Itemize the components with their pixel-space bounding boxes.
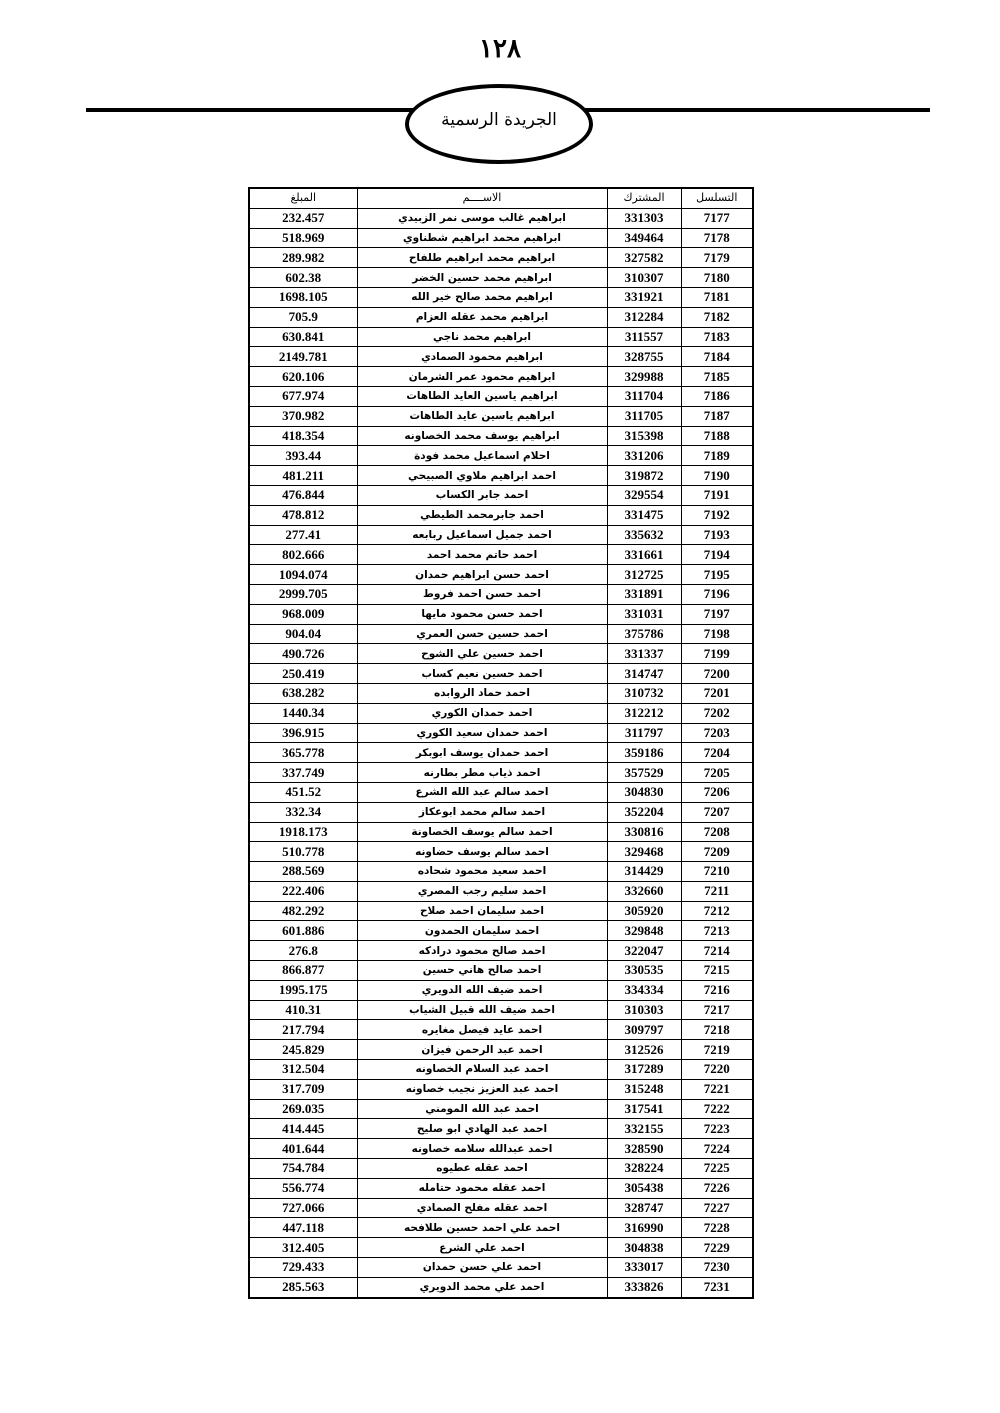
table-row [249,921,753,941]
table-row [249,862,753,882]
cell-amount: 1698.105 [249,287,357,307]
cell-serial: 7178 [681,228,753,248]
cell-subscriber: 329988 [607,367,681,387]
cell-amount: 1094.074 [249,565,357,585]
cell-name: احمد عبد الهادي ابو صليح [357,1119,607,1139]
table-row [249,941,753,961]
cell-name: احمد حماد الروابده [357,683,607,703]
cell-subscriber: 319872 [607,466,681,486]
cell-amount: 2999.705 [249,584,357,604]
cell-serial: 7182 [681,307,753,327]
cell-subscriber: 331921 [607,287,681,307]
cell-amount: 490.726 [249,644,357,664]
table-row [249,406,753,426]
cell-amount: 802.666 [249,545,357,565]
table-row [249,228,753,248]
cell-name: احمد علي احمد حسين طلافحه [357,1218,607,1238]
cell-subscriber: 304838 [607,1238,681,1258]
cell-amount: 269.035 [249,1099,357,1119]
cell-serial: 7201 [681,683,753,703]
cell-amount: 276.8 [249,941,357,961]
cell-amount: 705.9 [249,307,357,327]
table-row [249,505,753,525]
cell-subscriber: 314429 [607,862,681,882]
table-row [249,386,753,406]
cell-subscriber: 352204 [607,802,681,822]
cell-subscriber: 331031 [607,604,681,624]
cell-name: احمد حسين حسن العمري [357,624,607,644]
table-row [249,1060,753,1080]
cell-subscriber: 312725 [607,565,681,585]
cell-name: احمد علي الشرع [357,1238,607,1258]
cell-subscriber: 335632 [607,525,681,545]
cell-amount: 754.784 [249,1159,357,1179]
table-row [249,664,753,684]
table-row [249,1198,753,1218]
cell-subscriber: 349464 [607,228,681,248]
cell-amount: 312.504 [249,1060,357,1080]
cell-serial: 7216 [681,980,753,1000]
table-row [249,980,753,1000]
table-row [249,367,753,387]
cell-subscriber: 328755 [607,347,681,367]
cell-subscriber: 334334 [607,980,681,1000]
table-row [249,881,753,901]
cell-name: احمد عقله عطيوه [357,1159,607,1179]
table-row [249,347,753,367]
table-row [249,565,753,585]
cell-serial: 7192 [681,505,753,525]
cell-serial: 7199 [681,644,753,664]
cell-amount: 396.915 [249,723,357,743]
table-row [249,1139,753,1159]
cell-serial: 7217 [681,1000,753,1020]
cell-subscriber: 311704 [607,386,681,406]
cell-serial: 7214 [681,941,753,961]
table-row [249,782,753,802]
cell-name: احمد علي محمد الدويري [357,1277,607,1297]
cell-subscriber: 310307 [607,268,681,288]
cell-name: احمد حسن احمد فروط [357,584,607,604]
cell-amount: 418.354 [249,426,357,446]
cell-serial: 7220 [681,1060,753,1080]
cell-amount: 312.405 [249,1238,357,1258]
cell-amount: 222.406 [249,881,357,901]
cell-subscriber: 331661 [607,545,681,565]
cell-serial: 7180 [681,268,753,288]
cell-name: ابراهيم محمد ابراهيم شطناوي [357,228,607,248]
table-row [249,268,753,288]
cell-subscriber: 332155 [607,1119,681,1139]
table-row [249,1119,753,1139]
table-row [249,1277,753,1297]
cell-subscriber: 328590 [607,1139,681,1159]
cell-subscriber: 357529 [607,763,681,783]
header-name: الاســــم [357,188,607,208]
cell-serial: 7189 [681,446,753,466]
cell-name: احمد جميل اسماعيل ربابعه [357,525,607,545]
table-row [249,683,753,703]
cell-serial: 7200 [681,664,753,684]
cell-name: احمد حاتم محمد احمد [357,545,607,565]
cell-subscriber: 310303 [607,1000,681,1020]
cell-serial: 7218 [681,1020,753,1040]
cell-name: احمد عقله مفلح الصمادي [357,1198,607,1218]
cell-subscriber: 333017 [607,1258,681,1278]
cell-name: احمد ضيف الله الدويري [357,980,607,1000]
header-subscriber: المشترك [607,188,681,208]
cell-serial: 7219 [681,1040,753,1060]
table-row [249,485,753,505]
cell-amount: 1440.34 [249,703,357,723]
cell-subscriber: 316990 [607,1218,681,1238]
cell-name: احمد عبد العزيز نجيب خصاونه [357,1079,607,1099]
cell-amount: 245.829 [249,1040,357,1060]
cell-amount: 414.445 [249,1119,357,1139]
cell-name: احمد سليمان احمد صلاح [357,901,607,921]
cell-name: احمد جابر الكساب [357,485,607,505]
cell-serial: 7188 [681,426,753,446]
cell-amount: 337.749 [249,763,357,783]
cell-serial: 7204 [681,743,753,763]
table-row [249,1218,753,1238]
cell-amount: 217.794 [249,1020,357,1040]
cell-subscriber: 312212 [607,703,681,723]
cell-serial: 7215 [681,961,753,981]
cell-amount: 285.563 [249,1277,357,1297]
cell-serial: 7226 [681,1178,753,1198]
cell-serial: 7230 [681,1258,753,1278]
table-row [249,1178,753,1198]
table-row [249,426,753,446]
cell-amount: 556.774 [249,1178,357,1198]
cell-serial: 7198 [681,624,753,644]
cell-subscriber: 311705 [607,406,681,426]
cell-name: احمد ضيف الله قبيل الشياب [357,1000,607,1020]
cell-serial: 7231 [681,1277,753,1297]
table-row [249,703,753,723]
cell-serial: 7197 [681,604,753,624]
cell-amount: 370.982 [249,406,357,426]
header-amount: المبلغ [249,188,357,208]
cell-subscriber: 328224 [607,1159,681,1179]
cell-amount: 729.433 [249,1258,357,1278]
cell-serial: 7193 [681,525,753,545]
cell-serial: 7183 [681,327,753,347]
table-row [249,307,753,327]
cell-subscriber: 317541 [607,1099,681,1119]
table-row [249,287,753,307]
cell-amount: 482.292 [249,901,357,921]
cell-amount: 332.34 [249,802,357,822]
cell-serial: 7181 [681,287,753,307]
table-row [249,624,753,644]
cell-serial: 7205 [681,763,753,783]
table-row [249,466,753,486]
cell-subscriber: 312526 [607,1040,681,1060]
cell-serial: 7177 [681,208,753,228]
cell-amount: 289.982 [249,248,357,268]
cell-name: احمد حمدان الكوري [357,703,607,723]
cell-serial: 7221 [681,1079,753,1099]
cell-name: احلام اسماعيل محمد فودة [357,446,607,466]
cell-name: ابراهيم محمد حسين الخضر [357,268,607,288]
cell-amount: 727.066 [249,1198,357,1218]
cell-amount: 447.118 [249,1218,357,1238]
table-row [249,446,753,466]
cell-serial: 7203 [681,723,753,743]
cell-name: ابراهيم محمد عقله العزام [357,307,607,327]
cell-name: احمد علي حسن حمدان [357,1258,607,1278]
cell-name: احمد حمدان سعيد الكوري [357,723,607,743]
table-row [249,584,753,604]
cell-serial: 7229 [681,1238,753,1258]
table-row [249,1238,753,1258]
cell-serial: 7210 [681,862,753,882]
cell-name: احمد سالم محمد ابوعكاز [357,802,607,822]
cell-name: احمد سعيد محمود شحاده [357,862,607,882]
cell-name: احمد سالم يوسف الخصاونة [357,822,607,842]
table-row [249,822,753,842]
cell-serial: 7227 [681,1198,753,1218]
cell-amount: 476.844 [249,485,357,505]
table-row [249,644,753,664]
cell-serial: 7184 [681,347,753,367]
cell-serial: 7179 [681,248,753,268]
cell-serial: 7223 [681,1119,753,1139]
cell-amount: 1995.175 [249,980,357,1000]
table-row [249,802,753,822]
cell-name: احمد حسن ابراهيم حمدان [357,565,607,585]
cell-subscriber: 315248 [607,1079,681,1099]
cell-name: ابراهيم محمد ابراهيم طلفاح [357,248,607,268]
cell-name: احمد ابراهيم ملاوي الصبيحي [357,466,607,486]
page-number: ١٢٨ [479,34,521,64]
cell-subscriber: 331891 [607,584,681,604]
cell-subscriber: 305438 [607,1178,681,1198]
table-row [249,961,753,981]
cell-serial: 7191 [681,485,753,505]
header-serial: التسلسل [681,188,753,208]
cell-name: احمد حسين علي الشوح [357,644,607,664]
cell-serial: 7195 [681,565,753,585]
table-row [249,1258,753,1278]
cell-name: ابراهيم محمد صالح خير الله [357,287,607,307]
table-row [249,1040,753,1060]
cell-subscriber: 314747 [607,664,681,684]
table-header-row [249,188,753,208]
cell-serial: 7209 [681,842,753,862]
cell-name: ابراهيم غالب موسى نمر الزبيدي [357,208,607,228]
cell-name: ابراهيم محمود عمر الشرمان [357,367,607,387]
cell-subscriber: 330816 [607,822,681,842]
table-row [249,604,753,624]
cell-serial: 7187 [681,406,753,426]
table-row [249,901,753,921]
cell-subscriber: 329554 [607,485,681,505]
cell-amount: 904.04 [249,624,357,644]
cell-amount: 2149.781 [249,347,357,367]
cell-amount: 451.52 [249,782,357,802]
cell-name: احمد سالم عبد الله الشرع [357,782,607,802]
cell-serial: 7208 [681,822,753,842]
cell-serial: 7185 [681,367,753,387]
cell-name: احمد سليم رجب المصري [357,881,607,901]
cell-subscriber: 329848 [607,921,681,941]
table-row [249,208,753,228]
cell-serial: 7222 [681,1099,753,1119]
cell-amount: 638.282 [249,683,357,703]
cell-amount: 288.569 [249,862,357,882]
cell-amount: 277.41 [249,525,357,545]
subscriber-table [248,187,754,1299]
cell-name: ابراهيم محمد ناجي [357,327,607,347]
cell-name: احمد صالح محمود درادكه [357,941,607,961]
cell-name: احمد عبد السلام الخصاونه [357,1060,607,1080]
cell-name: احمد صالح هاني حسين [357,961,607,981]
table-row [249,1020,753,1040]
cell-serial: 7190 [681,466,753,486]
cell-amount: 620.106 [249,367,357,387]
cell-subscriber: 328747 [607,1198,681,1218]
cell-serial: 7196 [681,584,753,604]
cell-subscriber: 331337 [607,644,681,664]
cell-subscriber: 332660 [607,881,681,901]
cell-subscriber: 309797 [607,1020,681,1040]
cell-amount: 250.419 [249,664,357,684]
cell-name: احمد سليمان الحمدون [357,921,607,941]
table-row [249,842,753,862]
cell-amount: 518.969 [249,228,357,248]
cell-amount: 232.457 [249,208,357,228]
table-row [249,723,753,743]
cell-name: احمد عايد فيصل مغايره [357,1020,607,1040]
cell-serial: 7225 [681,1159,753,1179]
cell-name: ابراهيم يوسف محمد الخصاونه [357,426,607,446]
cell-name: احمد حمدان يوسف ابوبكر [357,743,607,763]
table-row [249,1099,753,1119]
cell-subscriber: 331206 [607,446,681,466]
cell-subscriber: 331475 [607,505,681,525]
cell-subscriber: 375786 [607,624,681,644]
cell-subscriber: 359186 [607,743,681,763]
cell-amount: 601.886 [249,921,357,941]
masthead-title: الجريدة الرسمية [441,110,557,130]
cell-subscriber: 331303 [607,208,681,228]
cell-serial: 7206 [681,782,753,802]
cell-amount: 1918.173 [249,822,357,842]
cell-serial: 7212 [681,901,753,921]
cell-amount: 481.211 [249,466,357,486]
cell-amount: 478.812 [249,505,357,525]
table-row [249,1079,753,1099]
cell-subscriber: 327582 [607,248,681,268]
table-row [249,327,753,347]
table-row [249,545,753,565]
cell-subscriber: 310732 [607,683,681,703]
table-row [249,743,753,763]
cell-name: ابراهيم ياسين العايد الطاهات [357,386,607,406]
cell-name: احمد عبد الرحمن فيزان [357,1040,607,1060]
cell-subscriber: 322047 [607,941,681,961]
cell-subscriber: 304830 [607,782,681,802]
table-row [249,1159,753,1179]
cell-name: احمد سالم يوسف حضاونه [357,842,607,862]
cell-subscriber: 312284 [607,307,681,327]
cell-amount: 968.009 [249,604,357,624]
cell-subscriber: 333826 [607,1277,681,1297]
cell-amount: 317.709 [249,1079,357,1099]
cell-name: احمد عبدالله سلامه خصاونه [357,1139,607,1159]
cell-name: احمد جابرمحمد الطيطي [357,505,607,525]
cell-name: احمد حسن محمود مايها [357,604,607,624]
cell-serial: 7207 [681,802,753,822]
cell-serial: 7202 [681,703,753,723]
cell-serial: 7186 [681,386,753,406]
cell-serial: 7228 [681,1218,753,1238]
cell-name: ابراهيم محمود الصمادي [357,347,607,367]
cell-serial: 7224 [681,1139,753,1159]
table-row [249,763,753,783]
cell-amount: 365.778 [249,743,357,763]
cell-amount: 602.38 [249,268,357,288]
cell-subscriber: 311557 [607,327,681,347]
cell-amount: 677.974 [249,386,357,406]
cell-name: احمد ذياب مطر بطارنه [357,763,607,783]
cell-amount: 401.644 [249,1139,357,1159]
cell-name: ابراهيم ياسين عايد الطاهات [357,406,607,426]
cell-amount: 393.44 [249,446,357,466]
cell-name: احمد عقله محمود حتامله [357,1178,607,1198]
cell-amount: 866.877 [249,961,357,981]
cell-amount: 510.778 [249,842,357,862]
cell-serial: 7194 [681,545,753,565]
cell-subscriber: 317289 [607,1060,681,1080]
table-row [249,248,753,268]
cell-serial: 7213 [681,921,753,941]
cell-serial: 7211 [681,881,753,901]
cell-subscriber: 315398 [607,426,681,446]
cell-subscriber: 330535 [607,961,681,981]
cell-subscriber: 329468 [607,842,681,862]
cell-name: احمد عبد الله المومني [357,1099,607,1119]
table-row [249,525,753,545]
cell-amount: 410.31 [249,1000,357,1020]
table-row [249,1000,753,1020]
cell-name: احمد حسين نعيم كساب [357,664,607,684]
cell-amount: 630.841 [249,327,357,347]
cell-subscriber: 305920 [607,901,681,921]
cell-subscriber: 311797 [607,723,681,743]
